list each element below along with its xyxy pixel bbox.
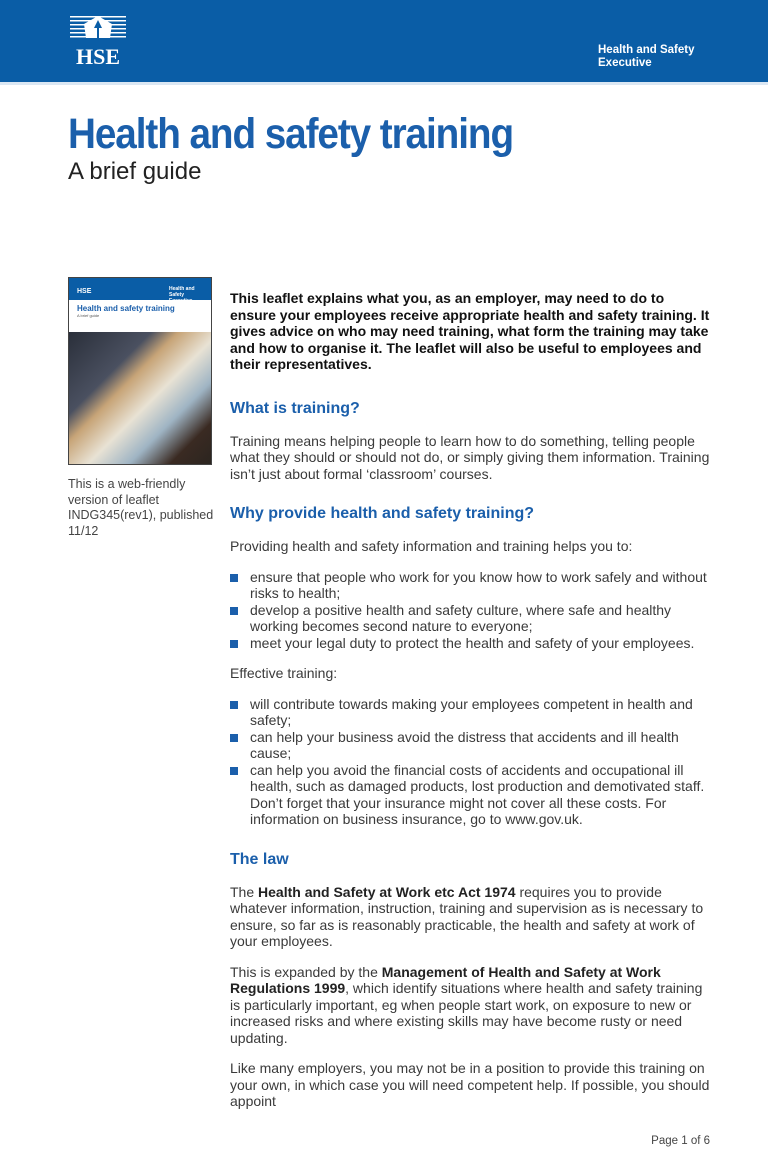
list-item: meet your legal duty to protect the health and safety of your employees. — [230, 635, 710, 652]
list-item: can help you avoid the financial costs of accidents and occupational ill health, such as damaged products, lost production and demotivated staff. Don’t forget that your insurance might not cover all these costs. For information on business insurance, go to www.gov.uk. — [230, 762, 710, 828]
svg-text:HSE: HSE — [75, 44, 121, 69]
list-item: will contribute towards making your employees competent in health and safety; — [230, 696, 710, 729]
list-item: ensure that people who work for you know how to work safely and without risks to health; — [230, 569, 710, 602]
paragraph: Effective training: — [230, 665, 338, 681]
page-title: Health and safety training — [68, 110, 514, 158]
list-item: develop a positive health and safety culture, where safe and healthy working becomes second nature to everyone; — [230, 602, 710, 635]
cover-photo — [69, 332, 211, 464]
list-item: can help your business avoid the distress that accidents and ill health cause; — [230, 729, 710, 762]
page-subtitle: A brief guide — [68, 158, 202, 185]
paragraph: The Health and Safety at Work etc Act 1974 requires you to provide whatever information, instruction, training and supervision as is necessary to ensure, so far as is reasonably practicable, the health and safety at work of your employees. — [230, 883, 704, 949]
heading-the-law: The law — [230, 850, 289, 868]
page-number: Page 1 of 6 — [651, 1134, 710, 1147]
paragraph: Like many employers, you may not be in a position to provide this training on your own, in which case you will need competent help. If possible, you should appoint — [230, 1060, 710, 1109]
paragraph: Providing health and safety information and training helps you to: — [230, 538, 633, 554]
paragraph: Training means helping people to learn how to do something, telling people what they should or should not do, or simply giving them information. Training isn’t just about formal ‘classroom’ courses. — [230, 432, 710, 482]
main-content — [230, 0, 710, 1134]
leaflet-cover-thumbnail: HSE Health and Safety Executive Health and safety training A brief guide — [68, 277, 212, 465]
header-bar — [0, 0, 768, 85]
hse-logo-icon — [68, 14, 128, 70]
header-org-name: Health and Safety Executive — [598, 44, 695, 69]
heading-why-provide: Why provide health and safety training? — [230, 505, 535, 522]
heading-what-is-training: What is training? — [230, 399, 360, 417]
paragraph: This is expanded by the Management of Health and Safety at Work Regulations 1999, which identify situations where health and safety training is particularly important, eg when people start work, on exposure to new or increased risks and where existing skills may have become rusty or need updating. — [230, 963, 703, 1046]
version-caption: This is a web-friendly version of leaflet INDG345(rev1), published 11/12 — [68, 477, 214, 538]
bullet-list — [230, 696, 710, 828]
intro-paragraph: This leaflet explains what you, as an employer, may need to do to ensure your employees receive appropriate health and safety training. It gives advice on who may need training, what form the training may take and how to organise it. The leaflet will also be useful to employees and their representatives. — [230, 290, 710, 372]
bullet-list — [230, 569, 710, 652]
